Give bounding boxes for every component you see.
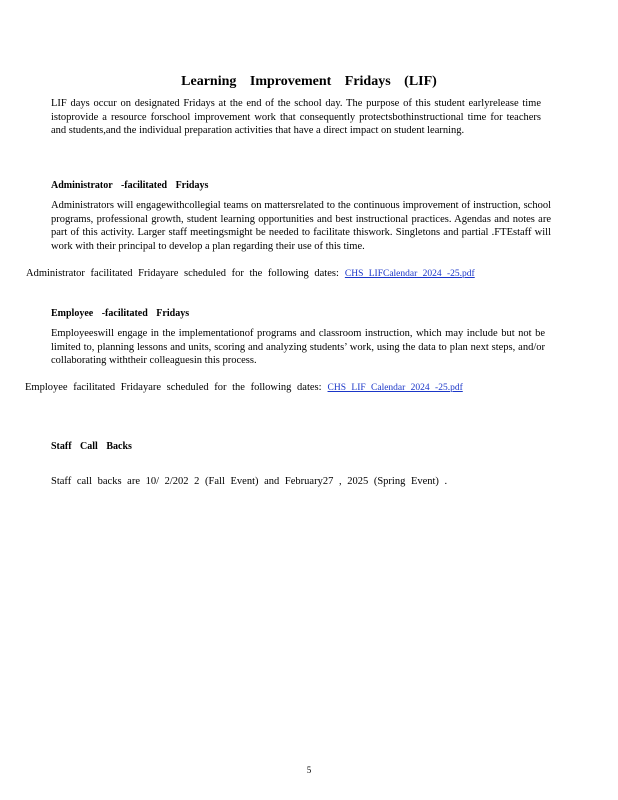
page-title: Learning Improvement Fridays (LIF) — [181, 74, 437, 89]
employee-paragraph: Employeeswill engage in the implementationof programs and classroom instruction, which may include but not be limited to, planning lessons and units, scoring and analyzing students’ work, using the data to plan next steps, and/or collaborating withtheir colleaguesin this process. — [51, 328, 545, 367]
employee-dates-line — [25, 382, 463, 393]
admin-heading: Administrator -facilitated Fridays — [51, 180, 209, 191]
staff-callbacks-heading: Staff Call Backs — [51, 441, 132, 452]
page-number: 5 — [306, 765, 312, 775]
admin-dates-text: Administrator facilitated Fridayare scheduled for the following dates: — [26, 268, 339, 279]
employee-dates-text: Employee facilitated Fridayare scheduled for the following dates: — [25, 382, 322, 393]
admin-paragraph: Administrators will engagewithcollegial teams on mattersrelated to the continuous improvement of instruction, school programs, professional growth, student learning opportunities and best instructional practices. Agendas and notes are part of this activity. Larger staff meetingsmight be needed to facilitate thiswork. Singletons and partial .FTEstaff will work with their principal to develop a plan regarding their use of this time. — [51, 200, 551, 252]
staff-callbacks-paragraph: Staff call backs are 10/ 2/202 2 (Fall Event) and February27 , 2025 (Spring Event) . — [51, 476, 448, 487]
employee-heading: Employee -facilitated Fridays — [51, 308, 190, 319]
admin-calendar-link[interactable]: CHS LIFCalendar 2024 -25.pdf — [344, 269, 475, 279]
admin-dates-line — [26, 268, 475, 279]
employee-calendar-link[interactable]: CHS LIF Calendar 2024 -25.pdf — [327, 383, 463, 393]
intro-paragraph: LIF days occur on designated Fridays at the end of the school day. The purpose of this student earlyrelease time istoprovide a resource forschool improvement work that consequently protectsbothinstructional time for teachers and students,and the individual preparation activities that have a direct impact on student learning. — [51, 98, 541, 137]
